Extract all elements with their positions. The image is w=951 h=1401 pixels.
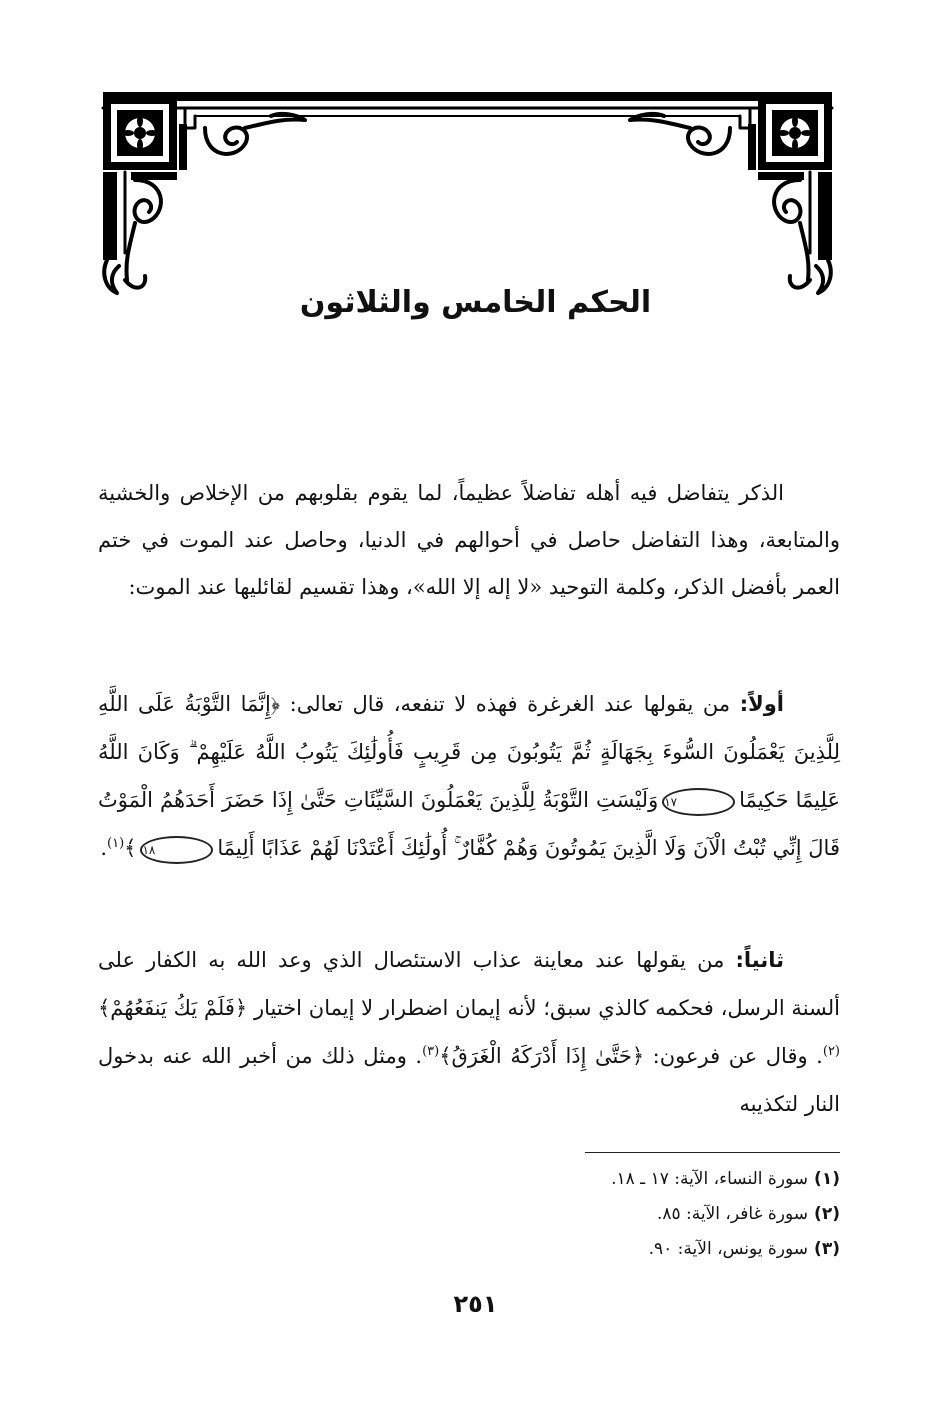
second-case-text-b: . وقال عن فرعون: <box>644 1044 823 1068</box>
chapter-title: الحكم الخامس والثلاثون <box>299 285 652 320</box>
footnote-separator <box>585 1152 840 1153</box>
page-number: ٢٥١ <box>453 1290 498 1318</box>
second-case-text-c: . ومثل ذلك من أخبر الله عنه بدخول النار لتكذيبه <box>98 1044 840 1116</box>
ayah-number-17: ١٧ <box>662 788 735 816</box>
footnote-number: (٣) <box>814 1239 840 1259</box>
footnote-1 <box>400 1162 840 1197</box>
footnote-3 <box>400 1232 840 1267</box>
footnote-text: سورة غافر، الآية: ٨٥. <box>656 1204 809 1224</box>
verse-open-brace: ﴿ <box>270 692 281 716</box>
quran-verse-yunus-90: ﴿حَتَّىٰ إِذَا أَدْرَكَهُ الْغَرَقُ﴾ <box>439 1044 645 1068</box>
left-corner-rosette <box>103 96 177 170</box>
footnote-number: (١) <box>814 1169 840 1189</box>
first-case-paragraph <box>98 680 840 872</box>
ayah-number-18: ١٨ <box>140 836 213 864</box>
footnote-ref-2[interactable]: (٢) <box>822 1044 840 1059</box>
intro-paragraph <box>98 470 840 611</box>
footnote-ref-3[interactable]: (٣) <box>422 1044 440 1059</box>
footnote-ref-1[interactable]: (١) <box>107 836 125 851</box>
footnote-text: سورة يونس، الآية: ٩٠. <box>648 1239 809 1259</box>
footnotes <box>400 1162 840 1267</box>
footnote-2 <box>400 1197 840 1232</box>
quran-verse-18: وَلَيْسَتِ التَّوْبَةُ لِلَّذِينَ يَعْمَلُونَ السَّيِّئَاتِ حَتَّىٰ إِذَا حَضَرَ أَحَدَهُمُ الْمَوْتُ قَالَ إِنِّي تُبْتُ الْآنَ وَلَا الَّذِينَ يَمُوتُونَ وَهُمْ كُفَّارٌ ۚ أُولَٰئِكَ أَعْتَدْنَا لَهُمْ عَذَابًا أَلِيمًا <box>98 788 840 860</box>
second-case-paragraph <box>98 936 840 1128</box>
footnote-number: (٢) <box>814 1204 840 1224</box>
second-case-lead: ثانياً: <box>735 948 784 972</box>
quran-verse-17: إِنَّمَا التَّوْبَةُ عَلَى اللَّهِ لِلَّذِينَ يَعْمَلُونَ السُّوءَ بِجَهَالَةٍ ثُمَّ يَتُوبُونَ مِن قَرِيبٍ فَأُولَٰئِكَ يَتُوبُ اللَّهُ عَلَيْهِمْ ۗ وَكَانَ اللَّهُ عَلِيمًا حَكِيمًا <box>98 692 840 812</box>
second-case-text-a: من يقولها عند معاينة عذاب الاستئصال الذي وعد الله به الكفار على ألسنة الرسل، فحكمه كالذي سبق؛ لأنه إيمان اضطرار لا إيمان اختيار <box>98 948 840 1020</box>
first-case-end: . <box>100 836 108 860</box>
right-corner-rosette <box>758 96 832 170</box>
footnote-text: سورة النساء، الآية: ١٧ ـ ١٨. <box>611 1169 809 1189</box>
quran-verse-ghafir-85: ﴿فَلَمْ يَكُ يَنفَعُهُمْ﴾ <box>98 996 248 1020</box>
first-case-lead: أولاً: <box>739 692 784 716</box>
first-case-text <box>98 680 840 872</box>
intro-text: الذكر يتفاضل فيه أهله تفاضلاً عظيماً، لما يقوم بقلوبهم من الإخلاص والخشية والمتابعة، وهذا التفاضل حاصل في أحوالهم في الدنيا، وحاصل عند الموت في ختم العمر بأفضل الذكر، وكلمة التوحيد «لا إله إلا الله»، وهذا تقسيم لقائليها عند الموت: <box>98 481 840 599</box>
second-case-text <box>98 936 840 1128</box>
verse-close-brace: ﴾ <box>124 836 137 860</box>
first-case-intro: من يقولها عند الغرغرة فهذه لا تنفعه، قال تعالى: <box>280 692 740 716</box>
